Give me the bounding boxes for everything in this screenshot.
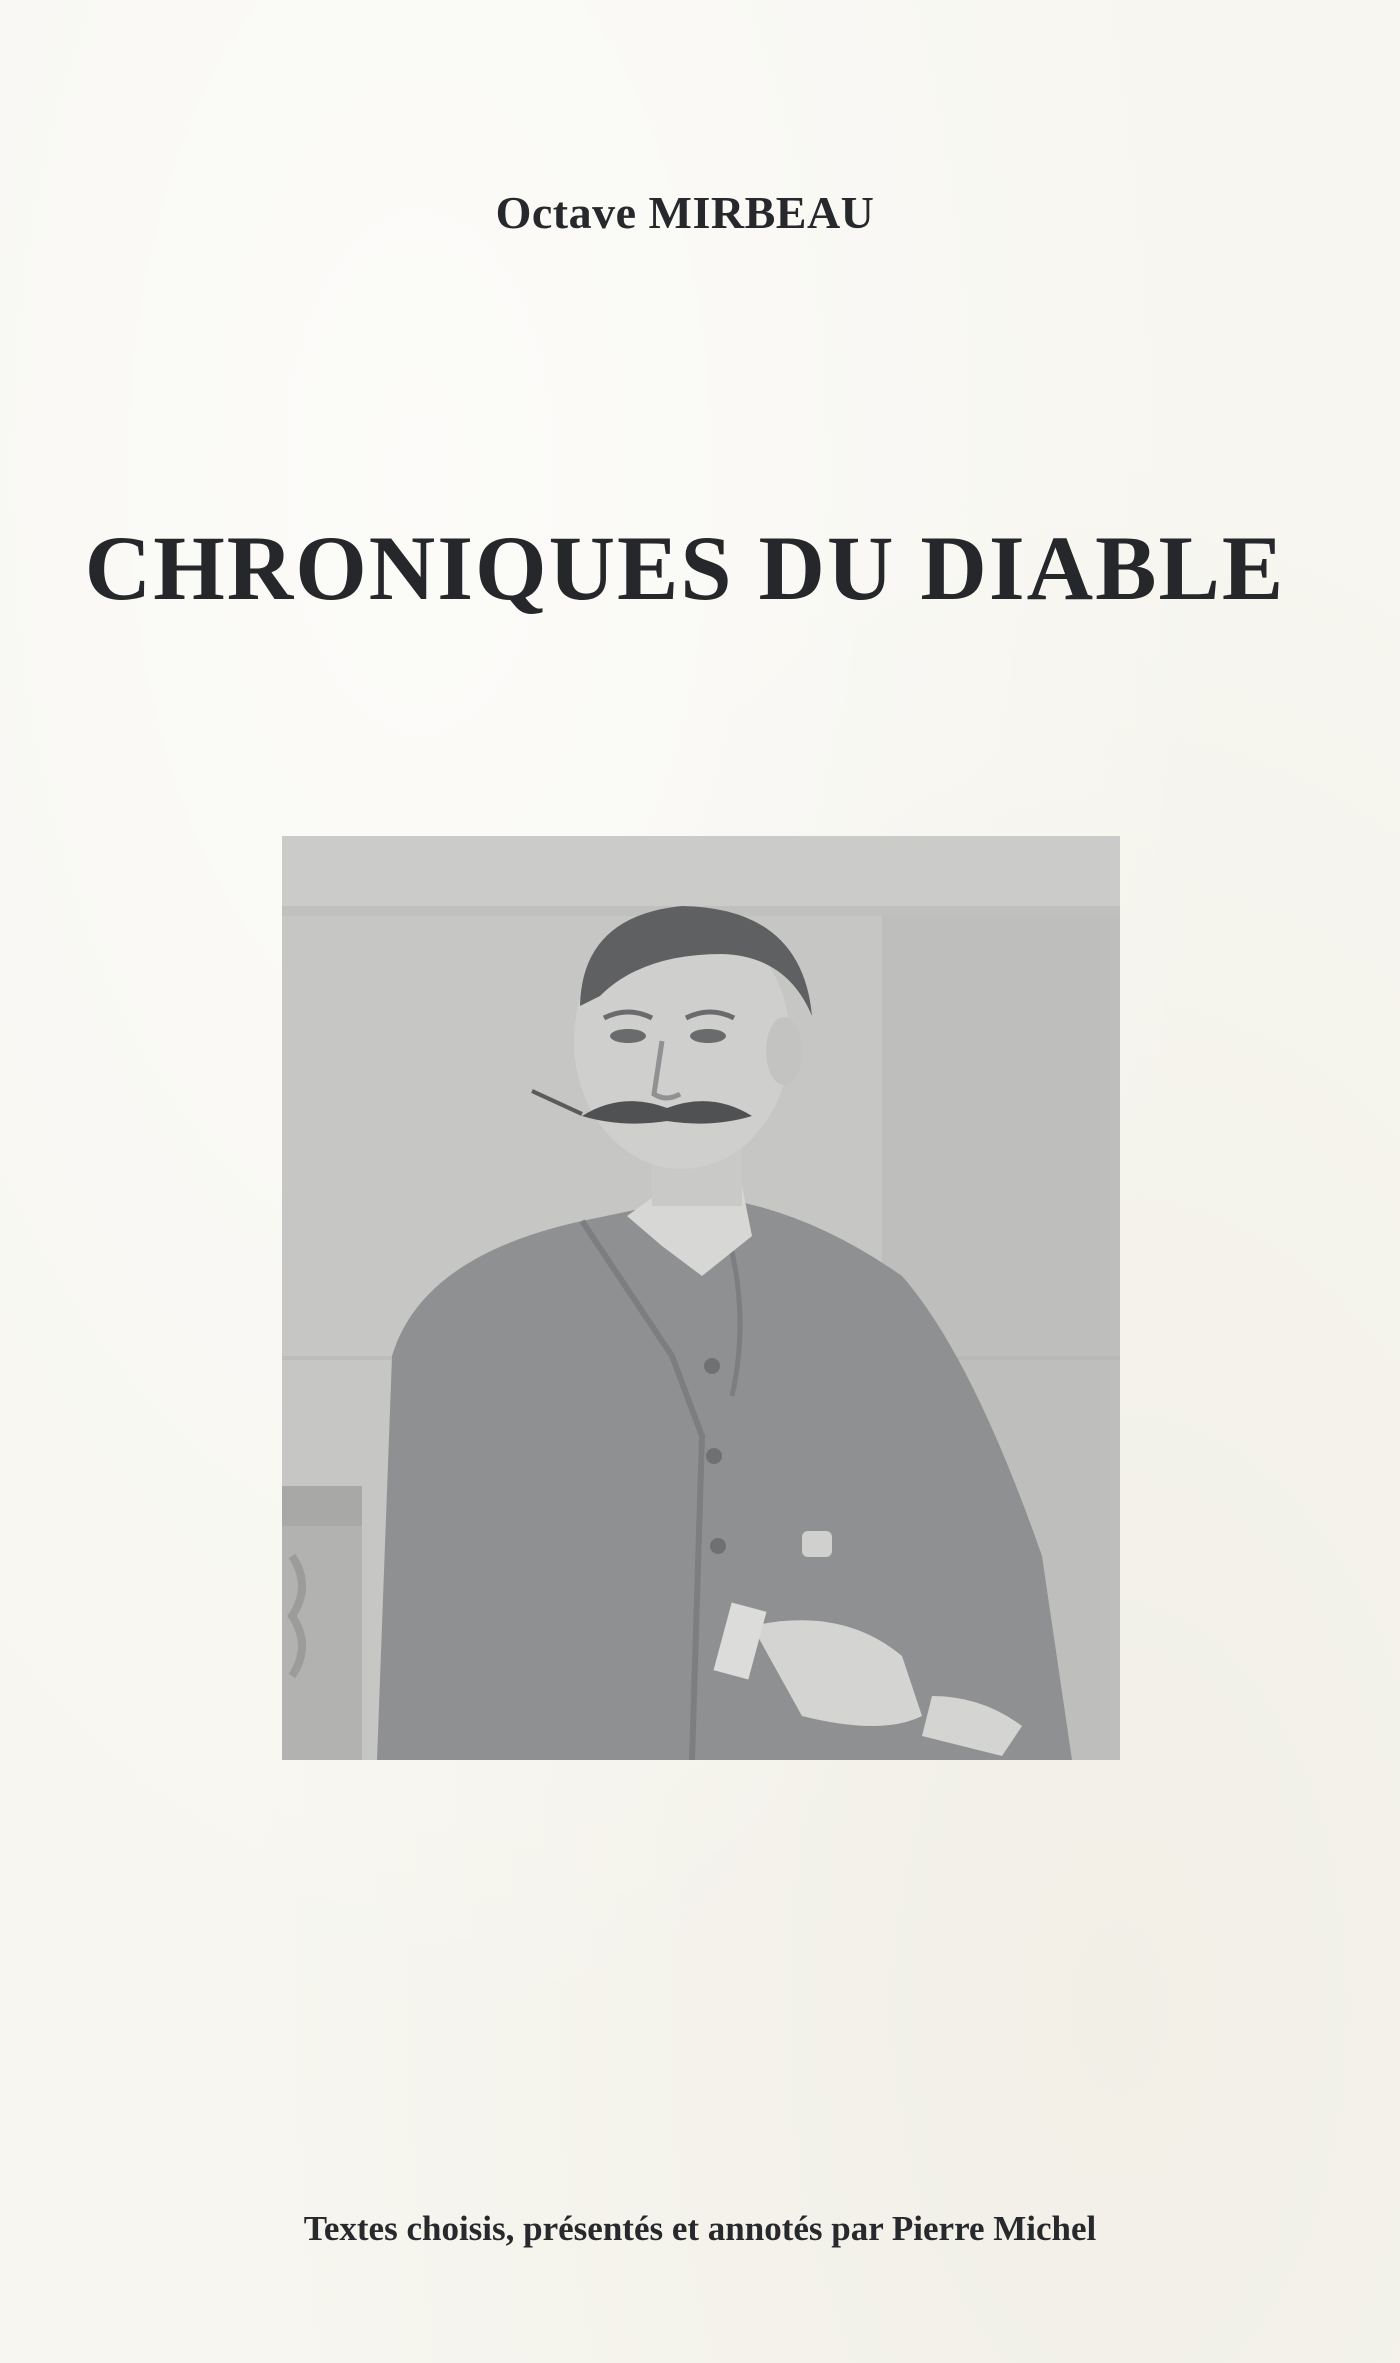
author-name: Octave MIRBEAU [495,187,875,238]
book-title: CHRONIQUES DU DIABLE [84,517,1286,619]
editor-credit: Textes choisis, présentés et annotés par Pierre Michel [303,2209,1097,2248]
author-portrait [282,836,1120,1760]
portrait-illustration [282,836,1120,1760]
